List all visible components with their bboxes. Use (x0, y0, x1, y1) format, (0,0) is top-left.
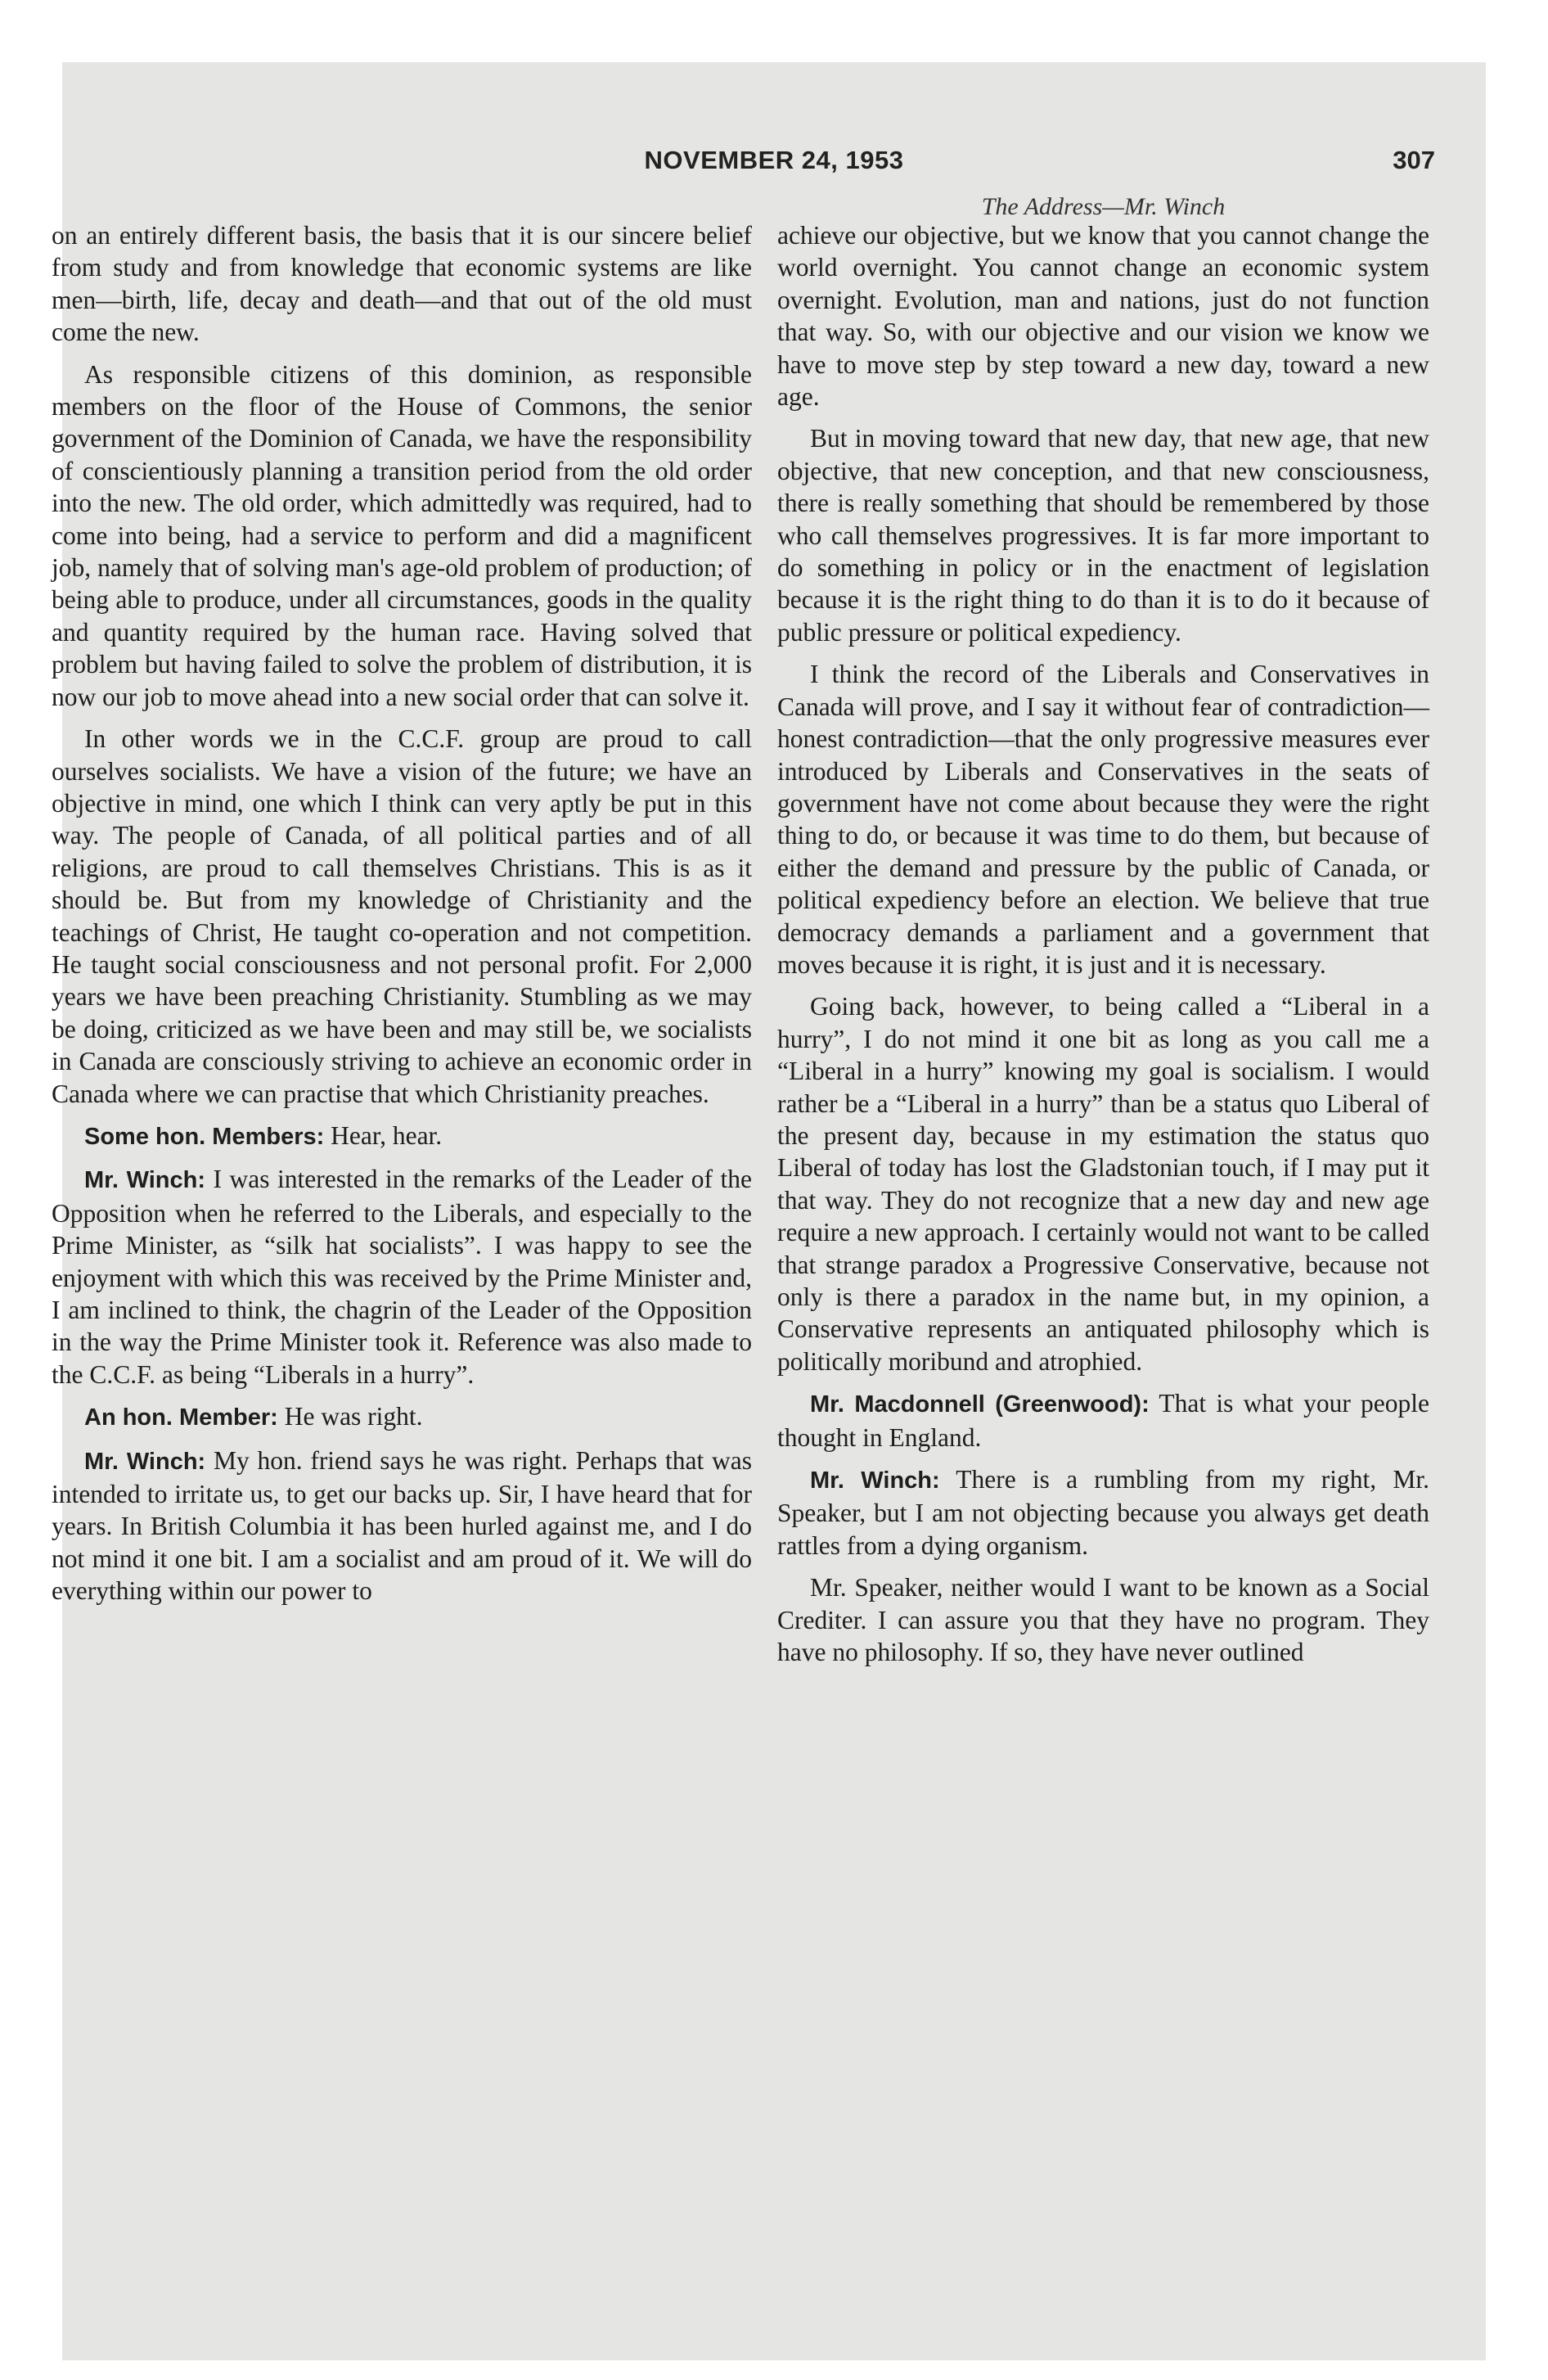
speech-text: He was right. (284, 1402, 423, 1431)
interjection (52, 1400, 752, 1434)
speech-text: Hear, hear. (331, 1120, 443, 1150)
speaker-name: Mr. Winch: (84, 1448, 206, 1475)
right-column (777, 219, 1429, 1678)
left-column (52, 219, 752, 1617)
speaker-name: Mr. Macdonnell (Greenwood): (810, 1391, 1150, 1418)
paragraph: on an entirely different basis, the basis that it is our sincere belief from study and from knowledge that economic systems are like men—birth, life, decay and death—and that out of the old must come the new. (52, 221, 752, 347)
speaker-name: Mr. Winch: (84, 1167, 205, 1194)
running-title: The Address—Mr. Winch (981, 193, 1226, 220)
paragraph: As responsible citizens of this dominion, as responsible members on the floor of the House of Commons, the senior government of the Dominion of Canada, we have the responsibility of conscientiously planning a transition period from the old order into the new. The old order, which admittedly was required, had to come into being, had a service to perform and did a magnificent job, namely that of solving man's age-old problem of production; of being able to produce, under all circumstances, goods in the quality and quantity required by the human race. Having solved that problem but having failed to solve the problem of distribution, it is now our job to move ahead into a new social order that can solve it. (52, 359, 752, 711)
speech-text: There is a rumbling from my right, Mr. Speaker, but I am not objecting because you always get death rattles from a dying organism. (777, 1465, 1429, 1560)
speaker-name: Some hon. Members: (84, 1123, 325, 1150)
page-number: 307 (1393, 146, 1435, 174)
speech-paragraph (52, 1445, 752, 1607)
speech-paragraph (777, 1387, 1429, 1454)
speaker-name: Mr. Winch: (810, 1467, 940, 1494)
speech-text: I was interested in the remarks of the Leader of the Opposition when he referred to the Liberals, and especially to the Prime Minister, as “silk hat socialists”. I was happy to see the enjoyment with which this was received by the Prime Minister and, I am inclined to think, the chagrin of the Leader of the Opposition in the way the Prime Minister took it. Reference was also made to the C.C.F. as being “Liberals in a hurry”. (52, 1165, 752, 1389)
page-header (62, 146, 1486, 185)
paragraph: achieve our objective, but we know that you cannot change the world overnight. You cannot change an economic system overnight. Evolution, man and nations, just do not function that way. So, with our objective and our vision we know we have to move step by step toward a new day, toward a new age. (777, 221, 1429, 412)
speech-text: That is what your people thought in England. (777, 1389, 1430, 1452)
paragraph: Going back, however, to being called a “Liberal in a hurry”, I do not mind it one bit as long as you call me a “Liberal in a hurry” knowing my goal is socialism. I would rather be a “Liberal in a hurry” than be a status quo Liberal of the present day, because in my estimation the status quo Liberal of today has lost the Gladstonian touch, if I may put it that way. They do not recognize that a new day and new age require a new approach. I certainly would not want to be called that strange paradox a Progressive Conservative, because not only is there a paradox in the name but, in my opinion, a Conservative represents an antiquated philosophy which is politically moribund and atrophied. (777, 992, 1429, 1376)
speech-text: My hon. friend says he was right. Perhaps that was intended to irritate us, to get our backs up. Sir, I have heard that for years. In British Columbia it has been hurled against me, and I do not mind it one bit. I am a socialist and am proud of it. We will do everything within our power to (52, 1445, 753, 1606)
speech-paragraph (777, 1463, 1429, 1562)
header-date: NOVEMBER 24, 1953 (644, 146, 904, 174)
paragraph: But in moving toward that new day, that new age, that new objective, that new conception, and that new consciousness, there is really something that should be remembered by those who call themselves progressives. It is far more important to do something in policy or in the enactment of legislation because it is the right thing to do than it is to do it because of public pressure or political expediency. (777, 424, 1429, 647)
paragraph: I think the record of the Liberals and Conservatives in Canada will prove, and I say it without fear of contradiction—honest contradiction—that the only progressive measures ever introduced by Liberals and Conservatives in the seats of government have not come about because they were the right thing to do, or because it was time to do them, but because of either the demand and pressure by the public of Canada, or political expediency before an election. We believe that true democracy demands a parliament and a government that moves because it is right, it is just and it is necessary. (777, 660, 1429, 979)
speech-paragraph (52, 1163, 752, 1391)
paragraph: Mr. Speaker, neither would I want to be known as a Social Crediter. I can assure you that they have no program. They have no philosophy. If so, they have never outlined (777, 1573, 1429, 1667)
paragraph: In other words we in the C.C.F. group are proud to call ourselves socialists. We have a vision of the future; we have an objective in mind, one which I think can very aptly be put in this way. The people of Canada, of all political parties and of all religions, are proud to call themselves Christians. This is as it should be. But from my knowledge of Christianity and the teachings of Christ, He taught co-operation and not competition. He taught social consciousness and not personal profit. For 2,000 years we have been preaching Christianity. Stumbling as we may be doing, criticized as we have been and may still be, we socialists in Canada are consciously striving to achieve an economic order in Canada where we can practise that which Christianity preaches. (52, 724, 752, 1108)
interjection (52, 1120, 752, 1153)
speaker-name: An hon. Member: (84, 1404, 278, 1431)
